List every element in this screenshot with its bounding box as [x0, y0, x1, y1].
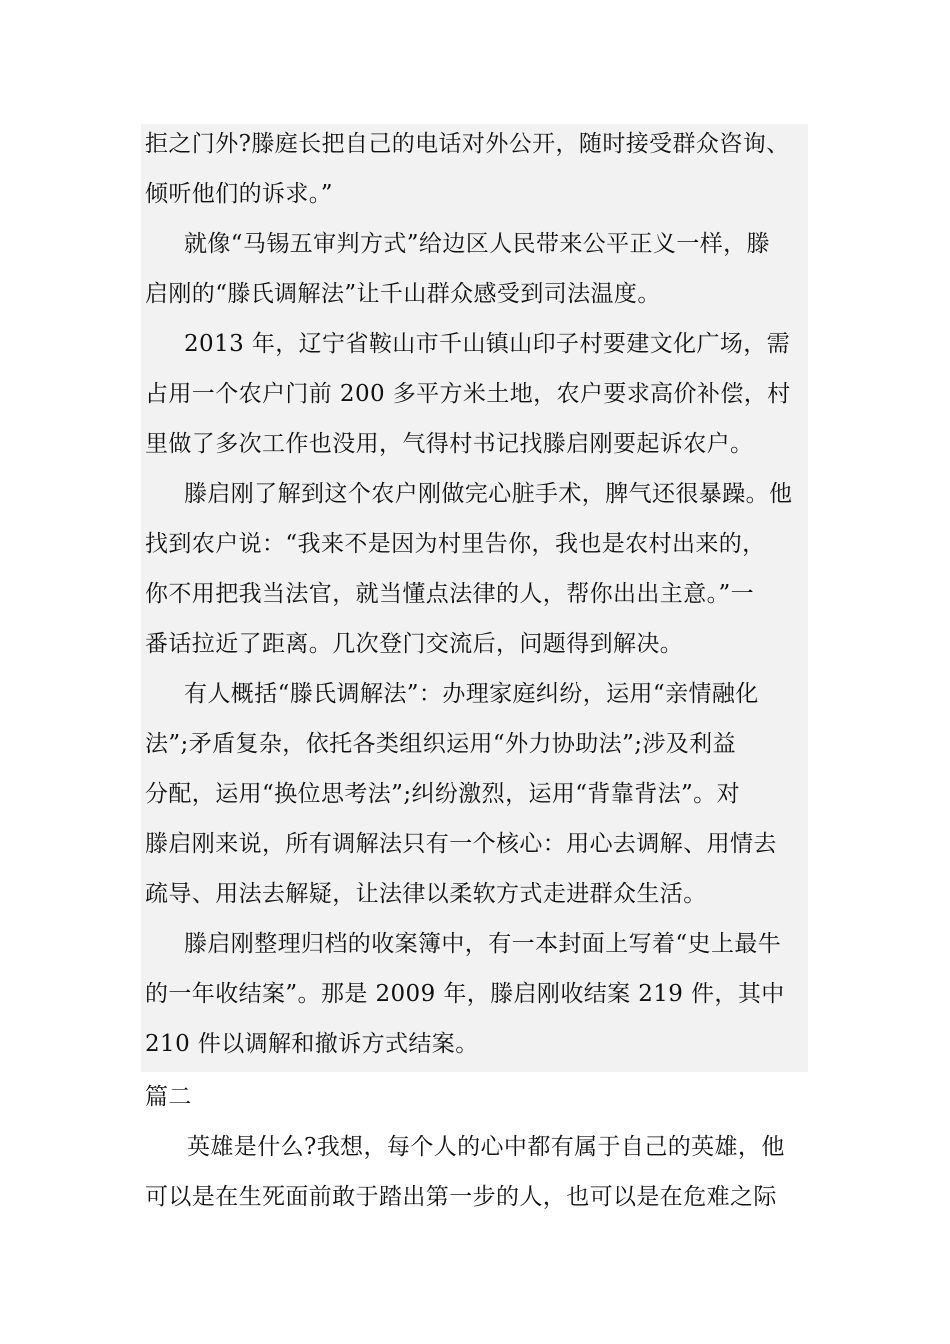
paragraph-line: 法”;矛盾复杂，依托各类组织运用“外力协助法”;涉及利益 [145, 731, 736, 757]
paragraph-line: 占用一个农户门前 200 多平方米土地，农户要求高价补偿，村 [145, 381, 791, 407]
paragraph-line: 就像“马锡五审判方式”给边区人民带来公平正义一样，滕 [184, 231, 770, 257]
paragraph-line: 英雄是什么?我想，每个人的心中都有属于自己的英雄，他 [187, 1134, 785, 1160]
paragraph-line: 滕启刚来说，所有调解法只有一个核心：用心去调解、用情去 [145, 831, 777, 857]
paragraph-line: 疏导、用法去解疑，让法律以柔软方式走进群众生活。 [145, 881, 707, 907]
paragraph-line: 可以是在生死面前敢于踏出第一步的人，也可以是在危难之际 [145, 1184, 777, 1210]
paragraph-line: 拒之门外?滕庭长把自己的电话对外公开，随时接受群众咨询、 [145, 131, 790, 157]
section-heading: 篇二 [145, 1084, 192, 1110]
paragraph-line: 启刚的“滕氏调解法”让千山群众感受到司法温度。 [145, 281, 661, 307]
paragraph-line: 倾听他们的诉求。” [145, 181, 333, 207]
paragraph-line: 你不用把我当法官，就当懂点法律的人，帮你出出主意。”一 [145, 581, 755, 607]
paragraph-line: 分配，运用“换位思考法”;纠纷激烈，运用“背靠背法”。对 [145, 781, 740, 807]
paragraph-line: 滕启刚整理归档的收案簿中，有一本封面上写着“史上最牛 [184, 931, 782, 957]
paragraph-line: 滕启刚了解到这个农户刚做完心脏手术，脾气还很暴躁。他 [184, 481, 793, 507]
paragraph-line: 找到农户说：“我来不是因为村里告你，我也是农村出来的， [145, 531, 766, 557]
paragraph-line: 里做了多次工作也没用，气得村书记找滕启刚要起诉农户。 [145, 431, 754, 457]
paragraph-line: 的一年收结案”。那是 2009 年，滕启刚收结案 219 件，其中 [145, 981, 785, 1007]
paragraph-line: 番话拉近了距离。几次登门交流后，问题得到解决。 [145, 631, 684, 657]
paragraph-line: 2013 年，辽宁省鞍山市千山镇山印子村要建文化广场，需 [184, 331, 791, 357]
paragraph-line: 210 件以调解和撤诉方式结案。 [145, 1031, 479, 1057]
paragraph-line: 有人概括“滕氏调解法”：办理家庭纠纷，运用“亲情融化 [184, 681, 759, 707]
